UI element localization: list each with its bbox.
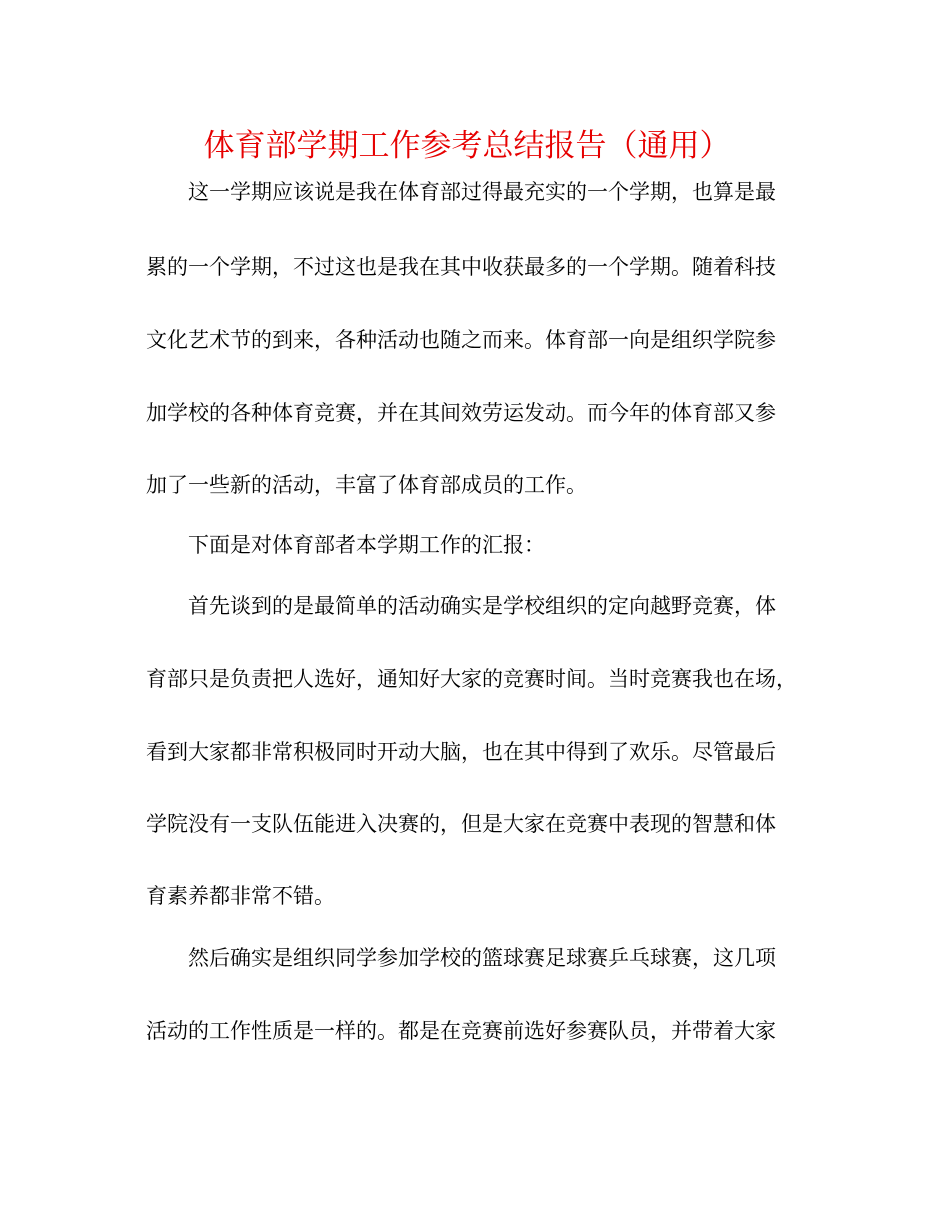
paragraph-line: 累的一个学期，不过这也是我在其中收获最多的一个学期。随着科技 [146, 255, 776, 279]
document-title: 体育部学期工作参考总结报告（通用） [203, 128, 731, 164]
paragraph-line: 文化艺术节的到来，各种活动也随之而来。体育部一向是组织学院参 [146, 328, 776, 352]
paragraph-line: 育素养都非常不错。 [146, 884, 335, 908]
paragraph-line: 育部只是负责把人选好，通知好大家的竞赛时间。当时竞赛我也在场， [146, 667, 797, 691]
paragraph-line: 加学校的各种体育竞赛，并在其间效劳运发动。而今年的体育部又参 [146, 401, 776, 425]
paragraph-line: 这一学期应该说是我在体育部过得最充实的一个学期，也算是最 [188, 180, 776, 204]
paragraph-line: 然后确实是组织同学参加学校的篮球赛足球赛乒乓球赛，这几项 [188, 946, 776, 970]
paragraph-line: 下面是对体育部者本学期工作的汇报： [188, 533, 545, 557]
paragraph-line: 加了一些新的活动，丰富了体育部成员的工作。 [146, 473, 587, 497]
paragraph-line: 首先谈到的是最简单的活动确实是学校组织的定向越野竞赛，体 [188, 594, 776, 618]
paragraph-line: 看到大家都非常积极同时开动大脑，也在其中得到了欢乐。尽管最后 [146, 740, 776, 764]
paragraph-line: 活动的工作性质是一样的。都是在竞赛前选好参赛队员，并带着大家 [146, 1019, 776, 1043]
paragraph-line: 学院没有一支队伍能进入决赛的，但是大家在竞赛中表现的智慧和体 [146, 812, 776, 836]
